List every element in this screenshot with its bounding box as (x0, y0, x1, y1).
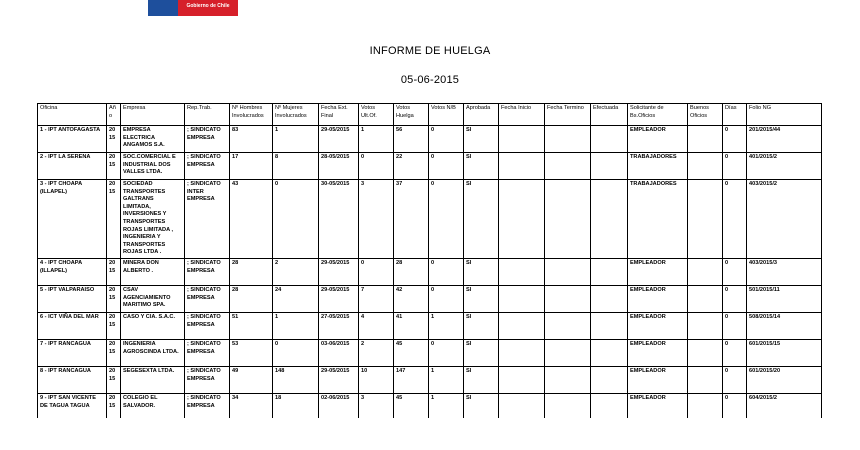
cell-fecha-ext-final: 28-05/2015 (319, 153, 359, 180)
cell-votos-huelga: 42 (394, 285, 429, 312)
cell-votos-huelga: 45 (394, 339, 429, 366)
cell-fecha-inicio (499, 312, 545, 339)
government-logo (148, 0, 238, 16)
cell-fecha-ext-final: 29-05/2015 (319, 126, 359, 153)
cell-hombres: 53 (230, 339, 273, 366)
cell-oficina: 2 - IPT LA SERENA (38, 153, 107, 180)
cell-fecha-inicio (499, 126, 545, 153)
cell-solicitante: EMPLEADOR (628, 258, 688, 285)
column-header-buenos-oficios: Buenos Oficios (688, 104, 723, 126)
cell-fecha-ext-final: 29-05/2015 (319, 285, 359, 312)
cell-fecha-ext-final: 29-05/2015 (319, 258, 359, 285)
cell-hombres: 28 (230, 285, 273, 312)
table-row (38, 180, 822, 259)
cell-folio: 601/2015/15 (747, 339, 822, 366)
cell-buenos-oficios (688, 339, 723, 366)
cell-oficina: 9 - IPT SAN VICENTE DE TAGUA TAGUA (38, 393, 107, 418)
cell-efectuada (591, 126, 628, 153)
cell-votos-ult-of: 3 (359, 393, 394, 418)
cell-solicitante: TRABAJADORES (628, 180, 688, 259)
cell-rep-trab: ; SINDICATO EMPRESA (185, 393, 230, 418)
cell-mujeres: 0 (273, 339, 319, 366)
cell-fecha-termino (545, 258, 591, 285)
cell-votos-huelga: 22 (394, 153, 429, 180)
cell-oficina: 3 - IPT CHOAPA (ILLAPEL) (38, 180, 107, 259)
column-header-mujeres: Nº Mujeres Involucrados (273, 104, 319, 126)
cell-votos-nb: 0 (429, 126, 464, 153)
column-header-empresa: Empresa (121, 104, 185, 126)
cell-fecha-termino (545, 126, 591, 153)
cell-fecha-termino (545, 285, 591, 312)
cell-votos-nb: 0 (429, 180, 464, 259)
government-label: Gobierno de Chile (186, 3, 230, 9)
column-header-oficina: Oficina (38, 104, 107, 126)
cell-anio: 2015 (107, 312, 121, 339)
table-row (38, 312, 822, 339)
cell-empresa: INGENIERIA AGROSCINDA LTDA. (121, 339, 185, 366)
cell-rep-trab: ; SINDICATO EMPRESA (185, 153, 230, 180)
cell-buenos-oficios (688, 312, 723, 339)
table-header-row (38, 104, 822, 126)
cell-solicitante: EMPLEADOR (628, 339, 688, 366)
cell-hombres: 51 (230, 312, 273, 339)
cell-rep-trab: ; SINDICATO INTER EMPRESA (185, 180, 230, 259)
cell-buenos-oficios (688, 285, 723, 312)
cell-fecha-inicio (499, 285, 545, 312)
cell-dias: 0 (723, 366, 747, 393)
table-row (38, 339, 822, 366)
column-header-fecha-termino: Fecha Termino (545, 104, 591, 126)
cell-votos-huelga: 147 (394, 366, 429, 393)
cell-buenos-oficios (688, 366, 723, 393)
strike-report-table (37, 103, 822, 418)
cell-efectuada (591, 312, 628, 339)
cell-oficina: 4 - IPT CHOAPA (ILLAPEL) (38, 258, 107, 285)
cell-votos-nb: 1 (429, 393, 464, 418)
cell-empresa: CSAV AGENCIAMIENTO MARITIMO SPA. (121, 285, 185, 312)
column-header-solicitante: Solicitante de Bs.Oficios (628, 104, 688, 126)
cell-fecha-termino (545, 393, 591, 418)
cell-fecha-termino (545, 180, 591, 259)
cell-mujeres: 18 (273, 393, 319, 418)
table-row (38, 153, 822, 180)
cell-votos-ult-of: 2 (359, 339, 394, 366)
cell-fecha-inicio (499, 393, 545, 418)
cell-aprobada: SI (464, 393, 499, 418)
cell-rep-trab: ; SINDICATO EMPRESA (185, 285, 230, 312)
column-header-folio: Folio NG (747, 104, 822, 126)
cell-fecha-ext-final: 29-05/2015 (319, 366, 359, 393)
column-header-anio: Año (107, 104, 121, 126)
cell-fecha-ext-final: 03-06/2015 (319, 339, 359, 366)
cell-solicitante: TRABAJADORES (628, 153, 688, 180)
cell-anio: 2015 (107, 366, 121, 393)
cell-dias: 0 (723, 153, 747, 180)
cell-aprobada: SI (464, 366, 499, 393)
cell-dias: 0 (723, 285, 747, 312)
column-header-votos-huelga: Votos Huelga (394, 104, 429, 126)
cell-dias: 0 (723, 180, 747, 259)
cell-empresa: SOCIEDAD TRANSPORTES GALTRANS LIMITADA, INVERSIONES Y TRANSPORTES ROJAS LIMITADA , INGENIERIA Y TRANSPORTES ROJAS LTDA . (121, 180, 185, 259)
cell-aprobada: SI (464, 312, 499, 339)
cell-solicitante: EMPLEADOR (628, 312, 688, 339)
cell-votos-nb: 0 (429, 339, 464, 366)
cell-efectuada (591, 258, 628, 285)
cell-solicitante: EMPLEADOR (628, 126, 688, 153)
cell-empresa: SEGESEXTA LTDA. (121, 366, 185, 393)
cell-empresa: CASO Y CIA. S.A.C. (121, 312, 185, 339)
cell-hombres: 49 (230, 366, 273, 393)
cell-anio: 2015 (107, 153, 121, 180)
cell-solicitante: EMPLEADOR (628, 366, 688, 393)
cell-folio: 508/2015/14 (747, 312, 822, 339)
cell-fecha-ext-final: 27-05/2015 (319, 312, 359, 339)
column-header-hombres: Nº Hombres Involucrados (230, 104, 273, 126)
cell-folio: 401/2015/2 (747, 153, 822, 180)
cell-votos-nb: 1 (429, 312, 464, 339)
cell-dias: 0 (723, 393, 747, 418)
cell-efectuada (591, 180, 628, 259)
cell-votos-huelga: 45 (394, 393, 429, 418)
cell-anio: 2015 (107, 285, 121, 312)
cell-oficina: 5 - IPT VALPARAISO (38, 285, 107, 312)
cell-dias: 0 (723, 126, 747, 153)
cell-buenos-oficios (688, 258, 723, 285)
cell-votos-nb: 0 (429, 285, 464, 312)
cell-fecha-termino (545, 312, 591, 339)
cell-oficina: 7 - IPT RANCAGUA (38, 339, 107, 366)
cell-fecha-inicio (499, 339, 545, 366)
cell-votos-huelga: 37 (394, 180, 429, 259)
column-header-dias: Días (723, 104, 747, 126)
cell-fecha-ext-final: 02-06/2015 (319, 393, 359, 418)
cell-hombres: 43 (230, 180, 273, 259)
cell-aprobada: SI (464, 180, 499, 259)
cell-fecha-inicio (499, 180, 545, 259)
cell-votos-huelga: 56 (394, 126, 429, 153)
table-row (38, 258, 822, 285)
cell-buenos-oficios (688, 393, 723, 418)
cell-hombres: 17 (230, 153, 273, 180)
cell-anio: 2015 (107, 258, 121, 285)
cell-folio: 604/2015/2 (747, 393, 822, 418)
cell-mujeres: 1 (273, 126, 319, 153)
table-row (38, 285, 822, 312)
cell-hombres: 28 (230, 258, 273, 285)
cell-anio: 2015 (107, 126, 121, 153)
cell-hombres: 34 (230, 393, 273, 418)
cell-votos-ult-of: 4 (359, 312, 394, 339)
cell-mujeres: 24 (273, 285, 319, 312)
cell-oficina: 6 - ICT VIÑA DEL MAR (38, 312, 107, 339)
cell-aprobada: SI (464, 258, 499, 285)
table-row (38, 126, 822, 153)
cell-votos-ult-of: 0 (359, 153, 394, 180)
cell-efectuada (591, 339, 628, 366)
cell-folio: 403/2015/3 (747, 258, 822, 285)
column-header-votos-ult-of: Votos Ult.Of. (359, 104, 394, 126)
cell-votos-nb: 0 (429, 258, 464, 285)
report-date: 05-06-2015 (400, 74, 460, 86)
cell-mujeres: 8 (273, 153, 319, 180)
cell-aprobada: SI (464, 153, 499, 180)
cell-buenos-oficios (688, 153, 723, 180)
report-title: INFORME DE HUELGA (369, 45, 491, 57)
cell-rep-trab: ; SINDICATO EMPRESA (185, 312, 230, 339)
cell-buenos-oficios (688, 180, 723, 259)
table-row (38, 366, 822, 393)
cell-efectuada (591, 393, 628, 418)
cell-fecha-inicio (499, 366, 545, 393)
cell-rep-trab: ; SINDICATO EMPRESA (185, 126, 230, 153)
cell-rep-trab: ; SINDICATO EMPRESA (185, 258, 230, 285)
cell-empresa: EMPRESA ELECTRICA ANGAMOS S.A. (121, 126, 185, 153)
cell-folio: 501/2015/11 (747, 285, 822, 312)
column-header-aprobada: Aprobada (464, 104, 499, 126)
cell-folio: 601/2015/20 (747, 366, 822, 393)
cell-votos-ult-of: 0 (359, 258, 394, 285)
cell-anio: 2015 (107, 339, 121, 366)
cell-votos-ult-of: 1 (359, 126, 394, 153)
cell-votos-huelga: 41 (394, 312, 429, 339)
column-header-efectuada: Efectuada (591, 104, 628, 126)
cell-fecha-termino (545, 366, 591, 393)
cell-votos-nb: 0 (429, 153, 464, 180)
cell-empresa: SOC.COMERCIAL E INDUSTRIAL DOS VALLES LTDA. (121, 153, 185, 180)
column-header-fecha-inicio: Fecha Inicio (499, 104, 545, 126)
cell-solicitante: EMPLEADOR (628, 393, 688, 418)
cell-votos-huelga: 28 (394, 258, 429, 285)
cell-votos-ult-of: 10 (359, 366, 394, 393)
table-body (38, 126, 822, 418)
cell-dias: 0 (723, 312, 747, 339)
cell-votos-ult-of: 7 (359, 285, 394, 312)
cell-empresa: COLEGIO EL SALVADOR. (121, 393, 185, 418)
cell-rep-trab: ; SINDICATO EMPRESA (185, 366, 230, 393)
cell-anio: 2015 (107, 180, 121, 259)
cell-fecha-ext-final: 30-05/2015 (319, 180, 359, 259)
table-row (38, 393, 822, 418)
column-header-votos-nb: Votos N/B (429, 104, 464, 126)
cell-folio: 403/2015/2 (747, 180, 822, 259)
cell-votos-ult-of: 3 (359, 180, 394, 259)
cell-dias: 0 (723, 339, 747, 366)
cell-fecha-termino (545, 153, 591, 180)
cell-fecha-inicio (499, 258, 545, 285)
logo-blue-block (148, 0, 178, 16)
column-header-rep-trab: Rep.Trab. (185, 104, 230, 126)
cell-efectuada (591, 366, 628, 393)
cell-efectuada (591, 153, 628, 180)
cell-fecha-inicio (499, 153, 545, 180)
cell-hombres: 83 (230, 126, 273, 153)
cell-folio: 201/2015/44 (747, 126, 822, 153)
cell-buenos-oficios (688, 126, 723, 153)
cell-rep-trab: ; SINDICATO EMPRESA (185, 339, 230, 366)
cell-mujeres: 1 (273, 312, 319, 339)
cell-votos-nb: 1 (429, 366, 464, 393)
cell-oficina: 8 - IPT RANCAGUA (38, 366, 107, 393)
cell-empresa: MINERA DON ALBERTO . (121, 258, 185, 285)
cell-mujeres: 0 (273, 180, 319, 259)
cell-aprobada: SI (464, 285, 499, 312)
cell-oficina: 1 - IPT ANTOFAGASTA (38, 126, 107, 153)
cell-fecha-termino (545, 339, 591, 366)
cell-aprobada: SI (464, 126, 499, 153)
cell-solicitante: EMPLEADOR (628, 285, 688, 312)
cell-mujeres: 148 (273, 366, 319, 393)
cell-mujeres: 2 (273, 258, 319, 285)
column-header-fecha-ext-final: Fecha Ext. Final (319, 104, 359, 126)
cell-dias: 0 (723, 258, 747, 285)
cell-efectuada (591, 285, 628, 312)
cell-aprobada: SI (464, 339, 499, 366)
cell-anio: 2015 (107, 393, 121, 418)
